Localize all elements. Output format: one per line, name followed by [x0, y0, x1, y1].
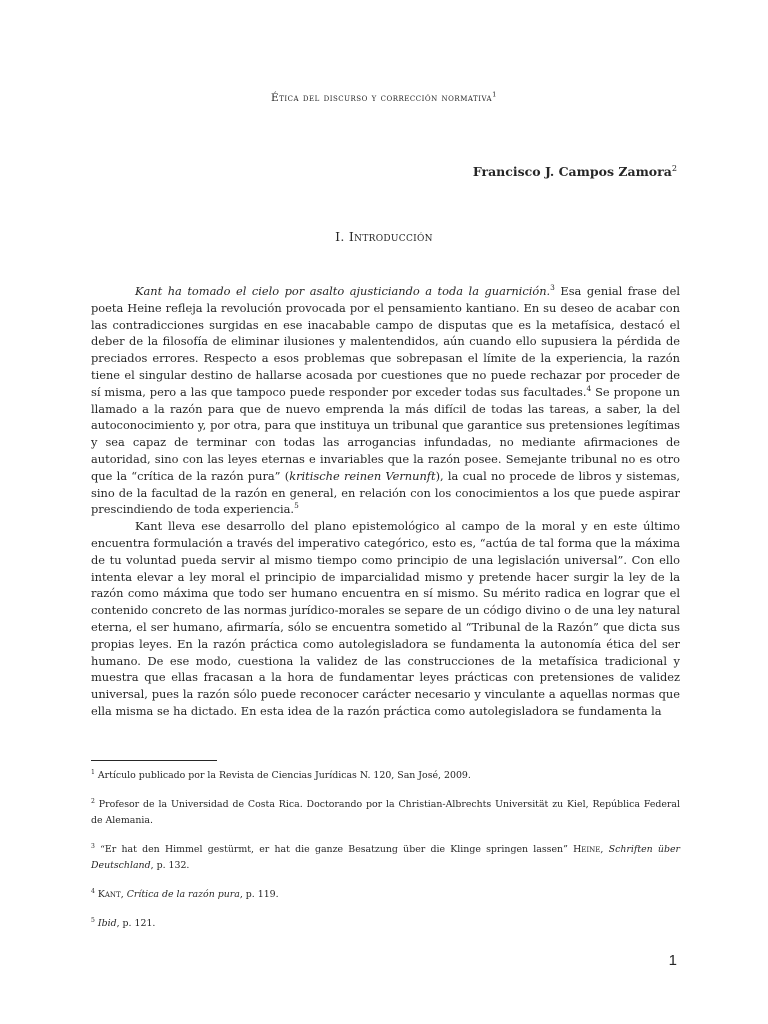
footnote-1-number: 1 — [91, 768, 95, 776]
page-number: 1 — [668, 952, 677, 969]
paragraph-2: Kant lleva ese desarrollo del plano epistemológico al campo de la moral y en este último encuentra formulación a través del imperativo categórico, esto es, “actúa de tal forma que la máxima de tu voluntad pueda servir al mismo tiempo como principio de una legislación universal”. Con ello intenta elevar a ley moral el principio de imparcialidad mismo y pretende hacer surgir la ley de la razón como máxima que todo ser humano encuentra en sí mismo. Su mérito radica en lograr que el contenido concreto de las normas jurídico-morales se separe de un código divino o de una ley natural eterna, el ser humano, afirmaría, sólo se encuentra sometido al “Tribunal de la Razón” que dicta sus propias leyes. En la razón práctica como autolegisladora se fundamenta la autonomía ética del ser humano. De ese modo, cuestiona la validez de las construcciones de la metafísica tradicional y muestra que ellas fracasan a la hora de fundamentar leyes prácticas con pretensiones de validez universal, pues la razón sólo puede reconocer carácter necesario y vinculante a aquellas normas que ella misma se ha dictado. En esta idea de la razón práctica como autolegisladora se fundamenta la — [91, 519, 680, 718]
footnote-4-page: , p. 119. — [239, 889, 279, 900]
author-name — [473, 164, 677, 179]
paper-title-text: Ética del discurso y corrección normativa — [271, 92, 493, 104]
footnote-1 — [91, 768, 680, 784]
footnote-3-page: , p. 132. — [150, 860, 190, 871]
footnote-ref-3[interactable]: 3 — [550, 283, 555, 293]
footnote-2-text: Profesor de la Universidad de Costa Rica. Doctorando por la Christian-Albrechts Universität zu Kiel, República Federal de Alemania. — [91, 799, 680, 826]
author-footnote-ref[interactable]: 2 — [671, 162, 677, 173]
footnote-3-sep: , — [600, 844, 609, 855]
footnote-4-sep: , — [120, 889, 127, 900]
footnote-4 — [91, 887, 680, 903]
author-name-text: Francisco J. Campos Zamora — [472, 164, 672, 179]
footnote-3 — [91, 842, 680, 874]
footnote-3-quote: “Er hat den Himmel gestürmt, er hat die ganze Besatzung über die Klinge springen lassen” — [94, 844, 574, 855]
footnote-5-number: 5 — [91, 916, 95, 924]
footnote-ref-4[interactable]: 4 — [586, 383, 592, 393]
footnote-1-text: Artículo publicado por la Revista de Ciencias Jurídicas N. 120, San José, 2009. — [94, 770, 471, 781]
footnote-5 — [91, 916, 680, 932]
footnote-3-author: Heine — [573, 844, 601, 855]
heine-quote: Kant ha tomado el cielo por asalto ajusticiando a toda la guarnición. — [135, 284, 551, 298]
footnote-4-number: 4 — [91, 887, 95, 895]
footnote-2 — [91, 797, 680, 829]
footnote-3-number: 3 — [91, 842, 95, 850]
german-term: kritische reinen Vernunft — [289, 468, 436, 483]
title-footnote-ref[interactable]: 1 — [492, 90, 497, 99]
footnote-4-work: Crítica de la razón pura — [126, 889, 240, 900]
footnote-separator — [91, 760, 217, 761]
paragraph-1-part-2: Se propone un llamado a la razón para que de nuevo emprenda la más difícil de todas las tareas, a saber, la del autoconocimiento y, por otra, para que instituya un tribunal que garantice sus pretensiones legítimas y sea capaz de terminar con todas las arrogancias infundadas, no mediante afirmaciones de autoridad, sino con las leyes eternas e invariables que la razón posee. Semejante tribunal no es otro que la “crítica de la razón pura” ( — [91, 384, 680, 483]
paper-title — [0, 92, 768, 104]
footnote-2-number: 2 — [91, 797, 95, 805]
footnotes — [91, 768, 680, 945]
footnote-3-work: Schriften über Deutschland — [91, 844, 680, 871]
paragraph-1-part-3: ), la cual no procede de libros y sistemas, sino de la facultad de la razón en general, en relación con los conocimientos a los que puede aspirar prescindiendo de toda experiencia. — [91, 468, 680, 517]
footnote-4-author: Kant — [97, 889, 121, 900]
footnote-5-page: , p. 121. — [116, 918, 156, 929]
body-text — [91, 283, 680, 720]
paragraph-1-part-1: Esa genial frase del poeta Heine refleja la revolución provocada por el pensamiento kantiano. En su deseo de acabar con las contradicciones surgidas en ese inacabable campo de disputas que es la metafísica, destacó el deber de la filosofía de eliminar ilusiones y malentendidos, aún cuando ello supusiera la pérdida de preciados errores. Respecto a esos problemas que sobrepasan el límite de la experiencia, la razón tiene el singular destino de hallarse acosada por cuestiones que no puede rechazar por proceder de sí misma, pero a las que tampoco puede responder por exceder todas sus facultades. — [91, 284, 680, 399]
footnote-5-work: Ibid — [97, 918, 117, 929]
section-heading: I. Introducción — [335, 229, 433, 244]
paragraph-1 — [91, 283, 680, 518]
footnote-ref-5[interactable]: 5 — [294, 501, 299, 511]
